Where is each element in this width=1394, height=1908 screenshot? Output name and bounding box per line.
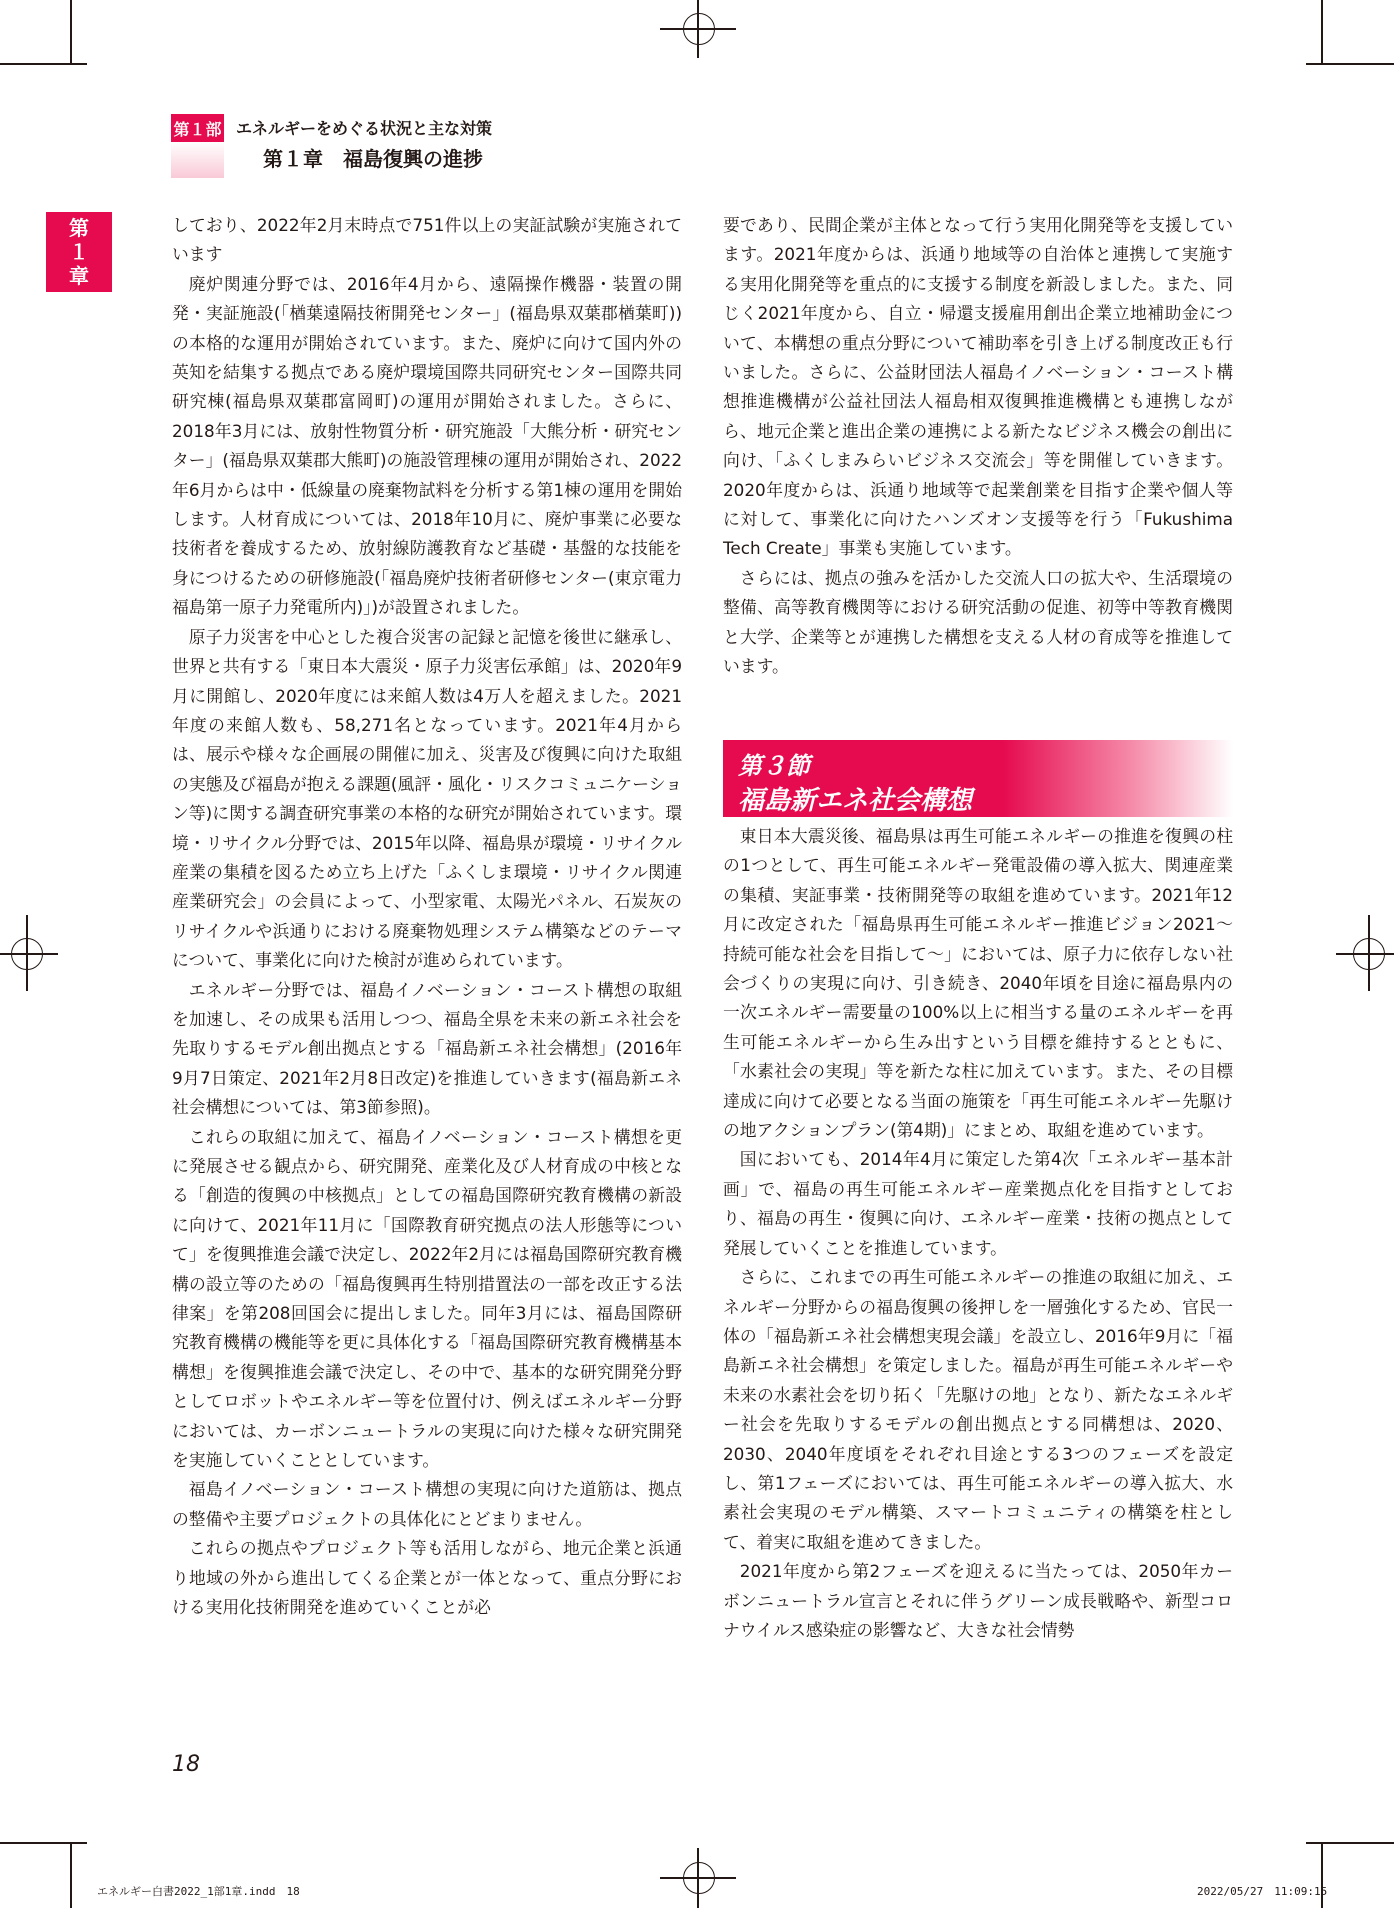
crop-mark bbox=[1321, 0, 1323, 64]
paragraph: エネルギー分野では、福島イノベーション・コースト構想の取組を加速し、その成果も活用しつつ、福島全県を未来の新エネ社会を先取りするモデル創出拠点とする「福島新エネ社会構想」(2016年9月7日策定、2021年2月8日改定)を推進していきます(福島新エネ社会構想については、第3節参照)。 bbox=[172, 979, 682, 1118]
page-number: 18 bbox=[172, 1752, 200, 1777]
crop-mark bbox=[1306, 1842, 1394, 1844]
registration-mark bbox=[0, 953, 58, 955]
right-column-top bbox=[723, 211, 1233, 682]
crop-mark bbox=[0, 63, 87, 65]
paragraph: 福島イノベーション・コースト構想の実現に向けた道筋は、拠点の整備や主要プロジェクトの具体化にとどまりません。 bbox=[172, 1479, 682, 1529]
paragraph: しており、2022年2月末時点で751件以上の実証試験が実施されています bbox=[172, 215, 682, 265]
right-column-bottom bbox=[723, 822, 1233, 1645]
section-heading bbox=[723, 740, 1233, 817]
registration-mark bbox=[26, 915, 28, 991]
registration-mark bbox=[1368, 915, 1370, 991]
footer-timestamp: 2022/05/27 11:09:15 bbox=[1197, 1885, 1328, 1898]
chapter-side-tab-label: 第１章 bbox=[69, 216, 89, 288]
paragraph: これらの取組に加えて、福島イノベーション・コースト構想を更に発展させる観点から、研究開発、産業化及び人材育成の中核となる「創造的復興の中核拠点」としての福島国際研究教育機構の新設に向けて、2021年11月に「国際教育研究拠点の法人形態等について」を復興推進会議で決定し、2022年2月には福島国際研究教育機構の設立等のための「福島復興再生特別措置法の一部を改正する法律案」を第208回国会に提出しました。同年3月には、福島国際研究教育機構の機能等を更に具体化する「福島国際研究教育機構基本構想」を復興推進会議で決定し、その中で、基本的な研究開発分野としてロボットやエネルギー等を位置付け、例えばエネルギー分野においては、カーボンニュートラルの実現に向けた様々な研究開発を実施していくこととしています。 bbox=[172, 1126, 682, 1471]
crop-mark bbox=[0, 1842, 87, 1844]
paragraph: 廃炉関連分野では、2016年4月から、遠隔操作機器・装置の開発・実証施設(「楢葉遠隔技術開発センター」(福島県双葉郡楢葉町))の本格的な運用が開始されています。また、廃炉に向けて国内外の英知を結集する拠点である廃炉環境国際共同研究センター国際共同研究棟(福島県双葉郡富岡町)の運用が開始されました。さらに、2018年3月には、放射性物質分析・研究施設「大熊分析・研究センター」(福島県双葉郡大熊町)の施設管理棟の運用が開始され、2022年6月からは中・低線量の廃棄物試料を分析する第1棟の運用を開始します。人材育成については、2018年10月に、廃炉事業に必要な技術者を養成するため、放射線防護教育など基礎・基盤的な技能を身につけるための研修施設(「福島廃炉技術者研修センター(東京電力福島第一原子力発電所内)」)が設置されました。 bbox=[172, 273, 682, 618]
part-badge-gradient bbox=[171, 142, 224, 178]
paragraph: さらに、これまでの再生可能エネルギーの推進の取組に加え、エネルギー分野からの福島復興の後押しを一層強化するため、官民一体の「福島新エネ社会構想実現会議」を設立し、2016年9月に「福島新エネ社会構想」を策定しました。福島が再生可能エネルギーや未来の水素社会を切り拓く「先駆けの地」となり、新たなエネルギー社会を先取りするモデルの創出拠点とする同構想は、2020、2030、2040年度頃をそれぞれ目途とする3つのフェーズを設定し、第1フェーズにおいては、再生可能エネルギーの導入拡大、水素社会実現のモデル構築、スマートコミュニティの構築を柱として、着実に取組を進めてきました。 bbox=[723, 1267, 1233, 1552]
crop-mark bbox=[70, 0, 72, 64]
section-number: 第３節 bbox=[738, 752, 810, 780]
paragraph: 東日本大震災後、福島県は再生可能エネルギーの推進を復興の柱の1つとして、再生可能エネルギー発電設備の導入拡大、関連産業の集積、実証事業・技術開発等の取組を進めています。2021年12月に改定された「福島県再生可能エネルギー推進ビジョン2021～持続可能な社会を目指して～」においては、原子力に依存しない社会づくりの実現に向け、引き続き、2040年頃を目途に福島県内の一次エネルギー需要量の100%以上に相当する量のエネルギーを再生可能エネルギーから生み出すという目標を維持するとともに、「水素社会の実現」等を新たな柱に加えています。また、その目標達成に向けて必要となる当面の施策を「再生可能エネルギー先駆けの地アクションプラン(第4期)」にまとめ、取組を進めています。 bbox=[723, 826, 1233, 1141]
chapter-title: 第１章 福島復興の進捗 bbox=[263, 147, 483, 171]
paragraph: 国においても、2014年4月に策定した第4次「エネルギー基本計画」で、福島の再生可能エネルギー産業拠点化を目指すとしており、福島の再生・復興に向け、エネルギー産業・技術の拠点として発展していくことを推進しています。 bbox=[723, 1149, 1233, 1258]
chapter-side-tab bbox=[46, 212, 112, 292]
section-title: 福島新エネ社会構想 bbox=[738, 786, 973, 816]
paragraph: 要であり、民間企業が主体となって行う実用化開発等を支援しています。2021年度からは、浜通り地域等の自治体と連携して実施する実用化開発等を重点的に支援する制度を新設しました。また、同じく2021年度から、自立・帰還支援雇用創出企業立地補助金について、本構想の重点分野について補助率を引き上げる制度改正も行いました。さらに、公益財団法人福島イノベーション・コースト構想推進機構が公益社団法人福島相双復興推進機構とも連携しながら、地元企業と進出企業の連携による新たなビジネス機会の創出に向け、「ふくしまみらいビジネス交流会」等を開催していきます。2020年度からは、浜通り地域等で起業創業を目指す企業や個人等に対して、事業化に向けたハンズオン支援等を行う「Fukushima Tech Create」事業も実施しています。 bbox=[723, 215, 1233, 559]
part-badge: 第１部 bbox=[171, 114, 224, 142]
registration-mark bbox=[1336, 953, 1394, 955]
footer-filename: エネルギー白書2022_1部1章.indd 18 bbox=[97, 1885, 300, 1898]
paragraph: これらの拠点やプロジェクト等も活用しながら、地元企業と浜通り地域の外から進出してくる企業とが一体となって、重点分野における実用化技術開発を進めていくことが必 bbox=[172, 1538, 682, 1618]
registration-mark bbox=[697, 0, 699, 58]
paragraph: 2021年度から第2フェーズを迎えるに当たっては、2050年カーボンニュートラル宣言とそれに伴うグリーン成長戦略や、新型コロナウイルス感染症の影響など、大きな社会情勢 bbox=[723, 1561, 1233, 1640]
left-column bbox=[172, 211, 682, 1623]
part-title: エネルギーをめぐる状況と主な対策 bbox=[236, 119, 493, 138]
crop-mark bbox=[70, 1842, 72, 1908]
registration-mark bbox=[697, 1848, 699, 1908]
crop-mark bbox=[1306, 63, 1394, 65]
paragraph: 原子力災害を中心とした複合災害の記録と記憶を後世に継承し、世界と共有する「東日本大震災・原子力災害伝承館」は、2020年9月に開館し、2020年度には来館人数は4万人を超えました。2021年度の来館人数も、58,271名となっています。2021年4月からは、展示や様々な企画展の開催に加え、災害及び復興に向けた取組の実態及び福島が抱える課題(風評・風化・リスクコミュニケーション等)に関する調査研究事業の本格的な研究が開始されています。環境・リサイクル分野では、2015年以降、福島県が環境・リサイクル産業の集積を図るため立ち上げた「ふくしま環境・リサイクル関連産業研究会」の会員によって、小型家電、太陽光パネル、石炭灰のリサイクルや浜通りにおける廃棄物処理システム構築などのテーマについて、事業化に向けた検討が進められています。 bbox=[172, 626, 682, 971]
paragraph: さらには、拠点の強みを活かした交流人口の拡大や、生活環境の整備、高等教育機関等における研究活動の促進、初等中等教育機関と大学、企業等とが連携した構想を支える人材の育成等を推進しています。 bbox=[723, 567, 1233, 677]
